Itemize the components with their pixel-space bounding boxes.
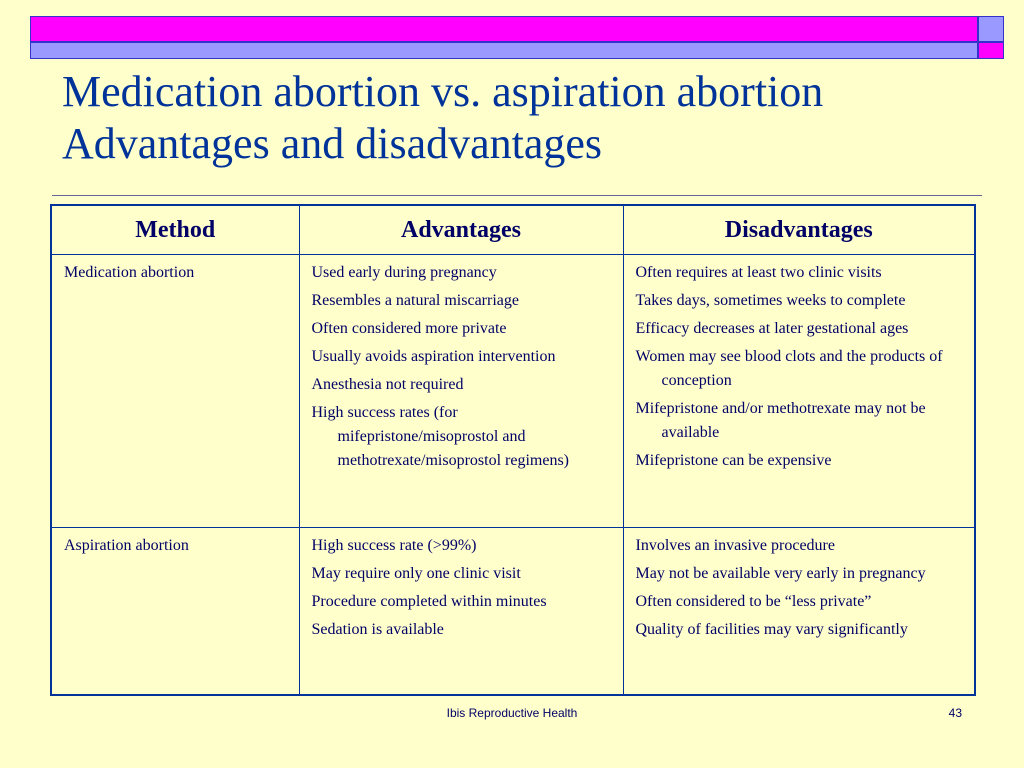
- list-item: Often considered to be “less private”: [635, 593, 872, 610]
- header-method: Method: [51, 205, 299, 255]
- list-item: Used early during pregnancy: [311, 264, 497, 281]
- list-item: Involves an invasive procedure: [635, 537, 835, 554]
- slide-number: 43: [948, 706, 962, 720]
- method-cell: Medication abortion: [51, 255, 299, 528]
- list-item: High success rate (>99%): [311, 537, 477, 554]
- list-item: High success rates (for mifepristone/misoprostol and methotrexate/misoprostol regimens): [311, 404, 569, 469]
- header-bar-lavender: [30, 42, 978, 59]
- list-item: Often considered more private: [311, 320, 507, 337]
- list-item: May require only one clinic visit: [311, 565, 521, 582]
- list-item: Mifepristone and/or methotrexate may not be available: [635, 400, 926, 441]
- list-item: Women may see blood clots and the products of conception: [635, 348, 943, 389]
- disadvantages-cell: [623, 528, 975, 695]
- list-item: Takes days, sometimes weeks to complete: [635, 292, 906, 309]
- list-item: Quality of facilities may vary significantly: [635, 621, 908, 638]
- header-square-magenta: [978, 42, 1004, 59]
- slide-title: [62, 66, 992, 170]
- advantages-cell: [299, 528, 623, 695]
- title-line-1: Medication abortion vs. aspiration abortion: [62, 67, 824, 116]
- title-divider: [52, 195, 982, 196]
- footer-organization: Ibis Reproductive Health: [446, 706, 578, 720]
- advantages-cell: [299, 255, 623, 528]
- list-item: Often requires at least two clinic visits: [635, 264, 882, 281]
- header-bar-magenta: [30, 16, 978, 42]
- list-item: Usually avoids aspiration intervention: [311, 348, 556, 365]
- list-item: Procedure completed within minutes: [311, 593, 547, 610]
- table-row-aspiration: [51, 528, 975, 695]
- comparison-table: [50, 204, 976, 696]
- table-row-medication: [51, 255, 975, 528]
- list-item: May not be available very early in pregnancy: [635, 565, 926, 582]
- method-cell: Aspiration abortion: [51, 528, 299, 695]
- header-disadvantages: Disadvantages: [623, 205, 975, 255]
- list-item: Efficacy decreases at later gestational ages: [635, 320, 909, 337]
- list-item: Anesthesia not required: [311, 376, 464, 393]
- header-advantages: Advantages: [299, 205, 623, 255]
- title-line-2: Advantages and disadvantages: [62, 119, 603, 168]
- disadvantages-cell: [623, 255, 975, 528]
- header-square-lavender: [978, 16, 1004, 42]
- list-item: Sedation is available: [311, 621, 444, 638]
- list-item: Mifepristone can be expensive: [635, 452, 832, 469]
- table-header-row: [51, 205, 975, 255]
- list-item: Resembles a natural miscarriage: [311, 292, 519, 309]
